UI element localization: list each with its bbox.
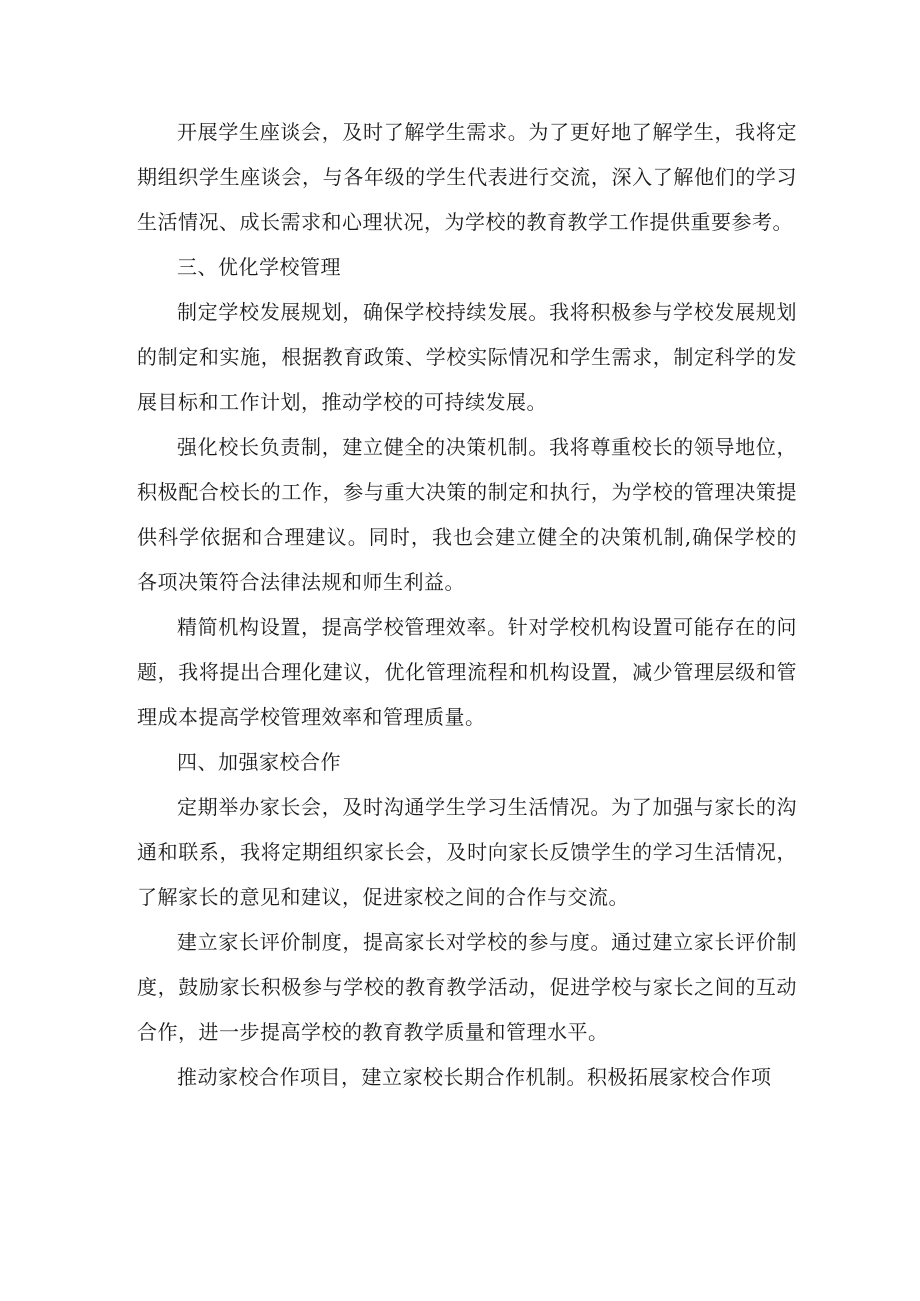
paragraph-streamline-structure: 精简机构设置，提高学校管理效率。针对学校机构设置可能存在的问题，我将提出合理化建议，优化管理流程和机构设置，减少管理层级和管理成本提高学校管理效率和管理质量。 bbox=[137, 615, 797, 729]
paragraph-parent-evaluation: 建立家长评价制度，提高家长对学校的参与度。通过建立家长评价制度，鼓励家长积极参与学校的教育教学活动，促进学校与家长之间的互动合作，进一步提高学校的教育教学质量和管理水平。 bbox=[137, 930, 797, 1044]
paragraph-development-plan: 制定学校发展规划，确保学校持续发展。我将积极参与学校发展规划的制定和实施，根据教育政策、学校实际情况和学生需求，制定科学的发展目标和工作计划，推动学校的可持续发展。 bbox=[137, 300, 797, 414]
section-heading-4: 四、加强家校合作 bbox=[177, 750, 341, 774]
paragraph-parent-meeting: 定期举办家长会，及时沟通学生学习生活情况。为了加强与家长的沟通和联系，我将定期组织家长会，及时向家长反馈学生的学习生活情况，了解家长的意见和建议，促进家校之间的合作与交流。 bbox=[137, 795, 797, 909]
paragraph-home-school-project: 推动家校合作项目，建立家校长期合作机制。积极拓展家校合作项 bbox=[177, 1065, 772, 1089]
section-heading-3: 三、优化学校管理 bbox=[177, 255, 341, 279]
document-body bbox=[137, 110, 797, 1100]
paragraph-principal-responsibility: 强化校长负责制，建立健全的决策机制。我将尊重校长的领导地位，积极配合校长的工作，参与重大决策的制定和执行，为学校的管理决策提供科学依据和合理建议。同时，我也会建立健全的决策机制,确保学校的各项决策符合法律法规和师生利益。 bbox=[137, 435, 797, 594]
paragraph-student-forum: 开展学生座谈会，及时了解学生需求。为了更好地了解学生，我将定期组织学生座谈会，与各年级的学生代表进行交流，深入了解他们的学习生活情况、成长需求和心理状况，为学校的教育教学工作提供重要参考。 bbox=[137, 120, 797, 234]
